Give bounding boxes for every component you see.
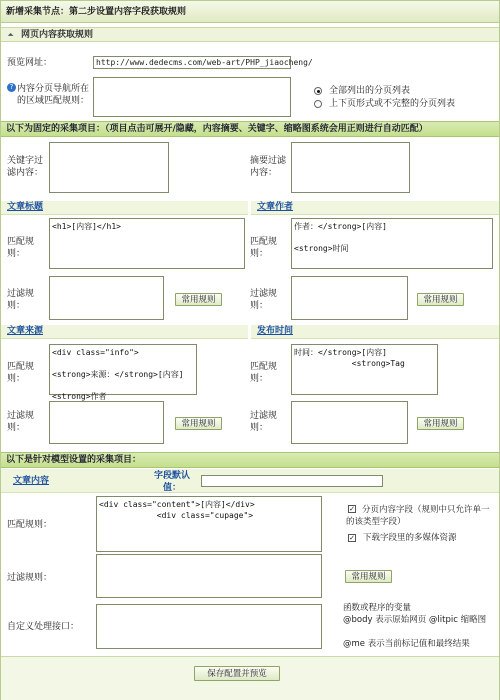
field-title-header[interactable]: 文章标题 — [1, 201, 248, 215]
download-media-label: 下载字段里的多媒体资源 — [363, 533, 457, 543]
paging-option-prevnext-label: 上下页形式或不完整的分页列表 — [329, 99, 456, 109]
paged-field-label: 分页内容字段（规则中只允许单一的该类型字段） — [346, 505, 490, 527]
content-match-label: 匹配规则： — [7, 520, 53, 530]
default-value-input[interactable] — [201, 475, 383, 487]
content-filter-label: 过滤规则： — [7, 573, 53, 583]
content-common-rules-button[interactable]: 常用规则 — [345, 570, 392, 583]
download-media-checkbox[interactable]: ✓ — [349, 534, 355, 542]
summary-filter-label: 摘要过滤内容： — [250, 156, 287, 178]
preview-url-label: 预览网址： — [7, 58, 53, 68]
author-filter-textarea[interactable] — [291, 276, 408, 320]
author-match-label: 匹配规则： — [250, 237, 278, 259]
keyword-filter-textarea[interactable] — [49, 142, 169, 193]
source-match-textarea[interactable]: <div class="info"> <strong>来源：</strong>[内容] <strong>作者 — [49, 344, 197, 395]
source-filter-label: 过滤规则： — [7, 411, 35, 433]
paging-rule-label: 内容分页导航所在的区域匹配规则： — [17, 84, 90, 106]
author-match-textarea[interactable]: 作者：</strong>[内容] <strong>时间 — [291, 218, 493, 269]
func-hint-me: @me 表示当前标记值和最终结果 — [343, 639, 470, 649]
pubdate-filter-textarea[interactable] — [291, 401, 408, 444]
source-common-rules-button[interactable]: 常用规则 — [175, 417, 222, 430]
func-hint-body: @body 表示原始网页 @litpic 缩略图 — [343, 615, 487, 625]
summary-filter-textarea[interactable] — [291, 142, 410, 193]
paging-option-prevnext-radio[interactable] — [314, 100, 322, 108]
title-match-label: 匹配规则： — [7, 237, 35, 259]
pubdate-filter-label: 过滤规则： — [250, 411, 278, 433]
func-hint: 函数或程序的变量 — [343, 603, 412, 613]
content-match-textarea[interactable]: <div class="content">[内容]</div> <div class="cupage"> — [96, 496, 322, 552]
collapse-icon[interactable]: ⏶ — [7, 31, 14, 39]
author-filter-label: 过滤规则： — [250, 289, 278, 311]
source-filter-textarea[interactable] — [49, 401, 164, 444]
title-common-rules-button[interactable]: 常用规则 — [175, 293, 222, 306]
default-value-label: 字段默认值： — [153, 471, 190, 493]
custom-api-textarea[interactable] — [96, 604, 322, 649]
model-items-title: 以下是针对模型设置的采集项目： — [6, 455, 142, 465]
field-source-header[interactable]: 文章来源 — [1, 325, 248, 339]
title-filter-textarea[interactable] — [49, 276, 164, 320]
paged-field-checkbox[interactable]: ✓ — [349, 505, 355, 513]
content-filter-textarea[interactable] — [96, 554, 322, 598]
save-preview-button[interactable]: 保存配置并预览 — [194, 666, 280, 681]
source-match-label: 匹配规则： — [7, 362, 35, 384]
paging-rule-textarea[interactable] — [93, 77, 291, 117]
field-author-header[interactable]: 文章作者 — [251, 201, 499, 215]
content-field-name[interactable]: 文章内容 — [13, 476, 50, 486]
fixed-items-title: 以下为固定的采集项目：（项目点击可展开/隐藏，内容摘要、关键字、缩略图系统会用正则进行自动匹配） — [6, 124, 428, 134]
paging-option-all-label: 全部列出的分页列表 — [329, 86, 411, 96]
page-title: 新增采集节点：第二步设置内容字段获取规则 — [1, 1, 499, 23]
section-rules-title: 网页内容获取规则 — [21, 30, 94, 40]
pubdate-common-rules-button[interactable]: 常用规则 — [417, 417, 464, 430]
paging-option-all-radio[interactable] — [314, 87, 322, 95]
field-pubdate-header[interactable]: 发布时间 — [251, 325, 499, 339]
preview-url-input[interactable]: http://www.dedecms.com/web-art/PHP_jiaocheng/ — [93, 56, 291, 69]
title-match-textarea[interactable]: <h1>[内容]</h1> — [49, 218, 245, 269]
keyword-filter-label: 关键字过滤内容： — [7, 156, 44, 178]
pubdate-match-textarea[interactable]: 时间：</strong>[内容] <strong>Tag — [291, 344, 438, 395]
title-filter-label: 过滤规则： — [7, 289, 35, 311]
author-common-rules-button[interactable]: 常用规则 — [417, 293, 464, 306]
pubdate-match-label: 匹配规则： — [250, 362, 278, 384]
help-icon[interactable]: ? — [7, 83, 16, 92]
fixed-items-header[interactable] — [1, 121, 499, 137]
section-rules-header[interactable] — [1, 27, 499, 42]
custom-api-label: 自定义处理接口： — [7, 622, 80, 632]
model-items-header — [1, 452, 499, 468]
